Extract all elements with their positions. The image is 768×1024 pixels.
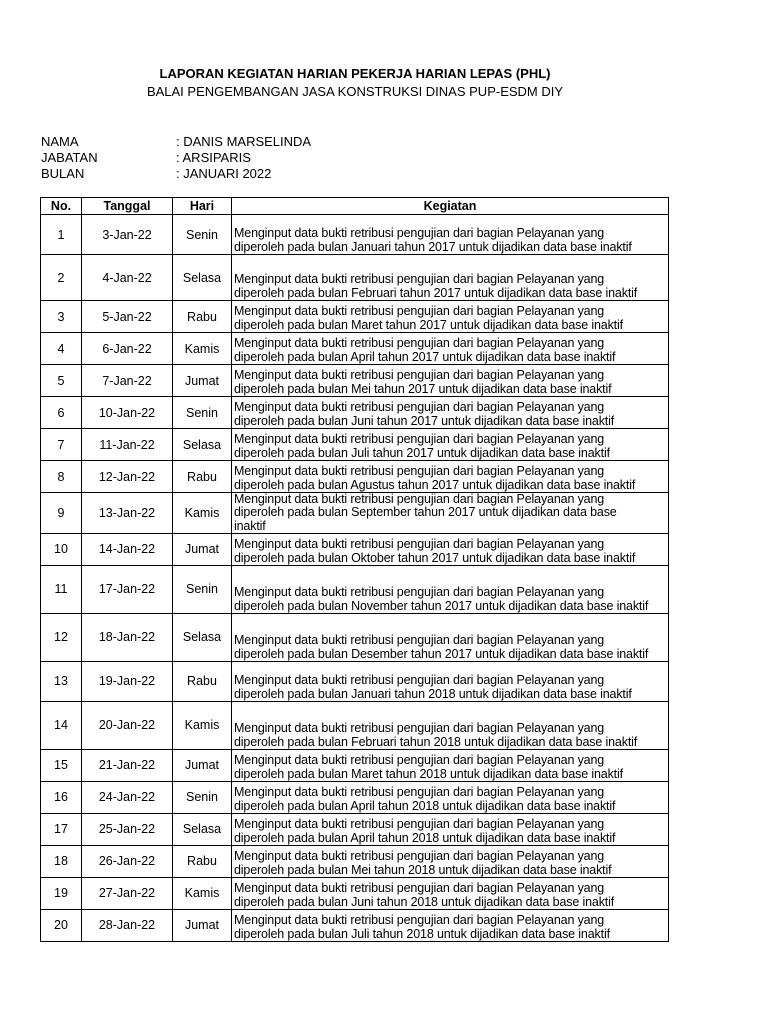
cell-no: 11 — [41, 565, 82, 613]
cell-hari: Rabu — [173, 661, 232, 701]
table-row — [41, 845, 669, 877]
cell-hari: Selasa — [173, 255, 232, 301]
kegiatan-line: Menginput data bukti retribusi pengujian dari bagian Pelayanan yang — [234, 585, 605, 600]
cell-tanggal: 25-Jan-22 — [82, 813, 173, 845]
kegiatan-line: diperoleh pada bulan Oktober tahun 2017 untuk dijadikan data base inaktif — [234, 550, 636, 565]
report-subtitle: BALAI PENGEMBANGAN JASA KONSTRUKSI DINAS PUP-ESDM DIY — [146, 84, 564, 99]
cell-tanggal: 17-Jan-22 — [82, 565, 173, 613]
kegiatan-line: diperoleh pada bulan April tahun 2018 untuk dijadikan data base inaktif — [234, 830, 616, 845]
cell-hari: Selasa — [173, 613, 232, 661]
table-row — [41, 333, 669, 365]
cell-no: 14 — [41, 701, 82, 749]
cell-kegiatan — [232, 749, 669, 781]
cell-tanggal: 4-Jan-22 — [82, 255, 173, 301]
cell-hari: Selasa — [173, 813, 232, 845]
kegiatan-line: diperoleh pada bulan Mei tahun 2017 untuk dijadikan data base inaktif — [234, 381, 612, 396]
kegiatan-line: inaktif — [234, 518, 266, 533]
cell-kegiatan — [232, 397, 669, 429]
table-row — [41, 909, 669, 941]
kegiatan-line: diperoleh pada bulan Mei tahun 2018 untuk dijadikan data base inaktif — [234, 862, 612, 877]
table-header-row — [41, 198, 669, 215]
kegiatan-line: Menginput data bukti retribusi pengujian dari bagian Pelayanan yang — [234, 432, 605, 447]
cell-hari: Senin — [173, 781, 232, 813]
cell-tanggal: 26-Jan-22 — [82, 845, 173, 877]
kegiatan-line: Menginput data bukti retribusi pengujian dari bagian Pelayanan yang — [234, 785, 605, 800]
cell-tanggal: 5-Jan-22 — [82, 301, 173, 333]
cell-kegiatan — [232, 701, 669, 749]
kegiatan-line: diperoleh pada bulan April tahun 2018 untuk dijadikan data base inaktif — [234, 798, 616, 813]
cell-kegiatan — [232, 661, 669, 701]
cell-hari: Rabu — [173, 301, 232, 333]
cell-kegiatan — [232, 493, 669, 534]
cell-hari: Rabu — [173, 461, 232, 493]
table-row — [41, 661, 669, 701]
kegiatan-line: Menginput data bukti retribusi pengujian dari bagian Pelayanan yang — [234, 368, 605, 383]
kegiatan-line: Menginput data bukti retribusi pengujian dari bagian Pelayanan yang — [234, 336, 605, 351]
kegiatan-line: diperoleh pada bulan Juni tahun 2017 untuk dijadikan data base inaktif — [234, 413, 615, 428]
kegiatan-line: Menginput data bukti retribusi pengujian dari bagian Pelayanan yang — [234, 881, 605, 896]
report-title: LAPORAN KEGIATAN HARIAN PEKERJA HARIAN LEPAS (PHL) — [159, 66, 551, 81]
cell-kegiatan — [232, 781, 669, 813]
cell-no: 19 — [41, 877, 82, 909]
cell-tanggal: 14-Jan-22 — [82, 533, 173, 565]
cell-kegiatan — [232, 613, 669, 661]
cell-tanggal: 18-Jan-22 — [82, 613, 173, 661]
cell-kegiatan — [232, 215, 669, 255]
cell-kegiatan — [232, 429, 669, 461]
cell-no: 5 — [41, 365, 82, 397]
kegiatan-line: Menginput data bukti retribusi pengujian dari bagian Pelayanan yang — [234, 537, 605, 552]
cell-no: 10 — [41, 533, 82, 565]
kegiatan-line: diperoleh pada bulan Juni tahun 2018 untuk dijadikan data base inaktif — [234, 894, 615, 909]
cell-hari: Kamis — [173, 701, 232, 749]
cell-tanggal: 28-Jan-22 — [82, 909, 173, 941]
info-label: NAMA — [41, 134, 79, 149]
kegiatan-line: diperoleh pada bulan Februari tahun 2018 untuk dijadikan data base inaktif — [234, 734, 638, 749]
table-row — [41, 365, 669, 397]
cell-hari: Jumat — [173, 749, 232, 781]
column-header-tanggal: Tanggal — [82, 198, 173, 215]
cell-no: 16 — [41, 781, 82, 813]
cell-kegiatan — [232, 301, 669, 333]
table-row — [41, 301, 669, 333]
cell-hari: Senin — [173, 565, 232, 613]
cell-tanggal: 10-Jan-22 — [82, 397, 173, 429]
cell-hari: Kamis — [173, 877, 232, 909]
info-label: BULAN — [41, 166, 85, 181]
cell-tanggal: 27-Jan-22 — [82, 877, 173, 909]
info-value: : ARSIPARIS — [176, 150, 251, 165]
cell-kegiatan — [232, 365, 669, 397]
cell-no: 12 — [41, 613, 82, 661]
cell-no: 17 — [41, 813, 82, 845]
cell-hari: Selasa — [173, 429, 232, 461]
kegiatan-line: diperoleh pada bulan Juli tahun 2017 untuk dijadikan data base inaktif — [234, 445, 610, 460]
kegiatan-line: Menginput data bukti retribusi pengujian dari bagian Pelayanan yang — [234, 817, 605, 832]
table-row — [41, 877, 669, 909]
cell-kegiatan — [232, 333, 669, 365]
table-row — [41, 749, 669, 781]
kegiatan-line: diperoleh pada bulan September tahun 2017 untuk dijadikan data base — [234, 505, 617, 520]
cell-hari: Jumat — [173, 365, 232, 397]
table-row — [41, 255, 669, 301]
cell-kegiatan — [232, 255, 669, 301]
column-header-no: No. — [41, 198, 82, 215]
cell-tanggal: 7-Jan-22 — [82, 365, 173, 397]
table-row — [41, 533, 669, 565]
cell-no: 9 — [41, 493, 82, 534]
kegiatan-line: Menginput data bukti retribusi pengujian dari bagian Pelayanan yang — [234, 272, 605, 287]
cell-kegiatan — [232, 909, 669, 941]
kegiatan-line: diperoleh pada bulan April tahun 2017 untuk dijadikan data base inaktif — [234, 349, 616, 364]
table-body — [41, 215, 669, 942]
kegiatan-line: Menginput data bukti retribusi pengujian dari bagian Pelayanan yang — [234, 400, 605, 415]
kegiatan-line: diperoleh pada bulan Agustus tahun 2017 untuk dijadikan data base inaktif — [234, 477, 636, 492]
cell-tanggal: 11-Jan-22 — [82, 429, 173, 461]
cell-no: 8 — [41, 461, 82, 493]
table-row — [41, 813, 669, 845]
table-row — [41, 781, 669, 813]
kegiatan-line: diperoleh pada bulan November tahun 2017 untuk dijadikan data base inaktif — [234, 598, 649, 613]
kegiatan-line: diperoleh pada bulan Maret tahun 2017 untuk dijadikan data base inaktif — [234, 317, 623, 332]
cell-no: 18 — [41, 845, 82, 877]
cell-hari: Senin — [173, 397, 232, 429]
cell-hari: Kamis — [173, 333, 232, 365]
cell-tanggal: 12-Jan-22 — [82, 461, 173, 493]
cell-no: 20 — [41, 909, 82, 941]
kegiatan-line: Menginput data bukti retribusi pengujian dari bagian Pelayanan yang — [234, 633, 605, 648]
table-row — [41, 493, 669, 534]
cell-kegiatan — [232, 533, 669, 565]
info-label: JABATAN — [41, 150, 98, 165]
cell-no: 6 — [41, 397, 82, 429]
table-row — [41, 215, 669, 255]
table-row — [41, 565, 669, 613]
kegiatan-line: diperoleh pada bulan Januari tahun 2017 untuk dijadikan data base inaktif — [234, 239, 632, 254]
table-row — [41, 613, 669, 661]
cell-hari: Senin — [173, 215, 232, 255]
cell-no: 13 — [41, 661, 82, 701]
cell-tanggal: 6-Jan-22 — [82, 333, 173, 365]
activity-table — [40, 197, 669, 942]
cell-tanggal: 13-Jan-22 — [82, 493, 173, 534]
cell-no: 4 — [41, 333, 82, 365]
kegiatan-line: diperoleh pada bulan Maret tahun 2018 untuk dijadikan data base inaktif — [234, 766, 623, 781]
kegiatan-line: diperoleh pada bulan Desember tahun 2017 untuk dijadikan data base inaktif — [234, 646, 649, 661]
cell-no: 1 — [41, 215, 82, 255]
kegiatan-line: Menginput data bukti retribusi pengujian dari bagian Pelayanan yang — [234, 753, 605, 768]
table-row — [41, 461, 669, 493]
table-row — [41, 429, 669, 461]
cell-kegiatan — [232, 565, 669, 613]
kegiatan-line: Menginput data bukti retribusi pengujian dari bagian Pelayanan yang — [234, 721, 605, 736]
column-header-hari: Hari — [173, 198, 232, 215]
kegiatan-line: diperoleh pada bulan Juli tahun 2018 untuk dijadikan data base inaktif — [234, 926, 610, 941]
cell-no: 3 — [41, 301, 82, 333]
table-row — [41, 701, 669, 749]
cell-no: 7 — [41, 429, 82, 461]
info-value: : DANIS MARSELINDA — [176, 134, 312, 149]
kegiatan-line: Menginput data bukti retribusi pengujian dari bagian Pelayanan yang — [234, 304, 605, 319]
table-row — [41, 397, 669, 429]
cell-kegiatan — [232, 461, 669, 493]
kegiatan-line: Menginput data bukti retribusi pengujian dari bagian Pelayanan yang — [234, 913, 605, 928]
cell-tanggal: 3-Jan-22 — [82, 215, 173, 255]
info-value: : JANUARI 2022 — [176, 166, 272, 181]
cell-tanggal: 19-Jan-22 — [82, 661, 173, 701]
cell-tanggal: 24-Jan-22 — [82, 781, 173, 813]
cell-kegiatan — [232, 813, 669, 845]
kegiatan-line: Menginput data bukti retribusi pengujian dari bagian Pelayanan yang — [234, 464, 605, 479]
column-header-kegiatan: Kegiatan — [232, 198, 669, 215]
cell-hari: Jumat — [173, 909, 232, 941]
cell-no: 2 — [41, 255, 82, 301]
kegiatan-line: diperoleh pada bulan Februari tahun 2017 untuk dijadikan data base inaktif — [234, 285, 638, 300]
cell-tanggal: 20-Jan-22 — [82, 701, 173, 749]
kegiatan-line: Menginput data bukti retribusi pengujian dari bagian Pelayanan yang — [234, 849, 605, 864]
cell-tanggal: 21-Jan-22 — [82, 749, 173, 781]
cell-kegiatan — [232, 845, 669, 877]
cell-hari: Rabu — [173, 845, 232, 877]
cell-hari: Kamis — [173, 493, 232, 534]
kegiatan-line: Menginput data bukti retribusi pengujian dari bagian Pelayanan yang — [234, 226, 605, 241]
cell-no: 15 — [41, 749, 82, 781]
kegiatan-line: Menginput data bukti retribusi pengujian dari bagian Pelayanan yang — [234, 492, 605, 506]
kegiatan-line: diperoleh pada bulan Januari tahun 2018 untuk dijadikan data base inaktif — [234, 686, 632, 701]
cell-kegiatan — [232, 877, 669, 909]
cell-hari: Jumat — [173, 533, 232, 565]
kegiatan-line: Menginput data bukti retribusi pengujian dari bagian Pelayanan yang — [234, 673, 605, 688]
